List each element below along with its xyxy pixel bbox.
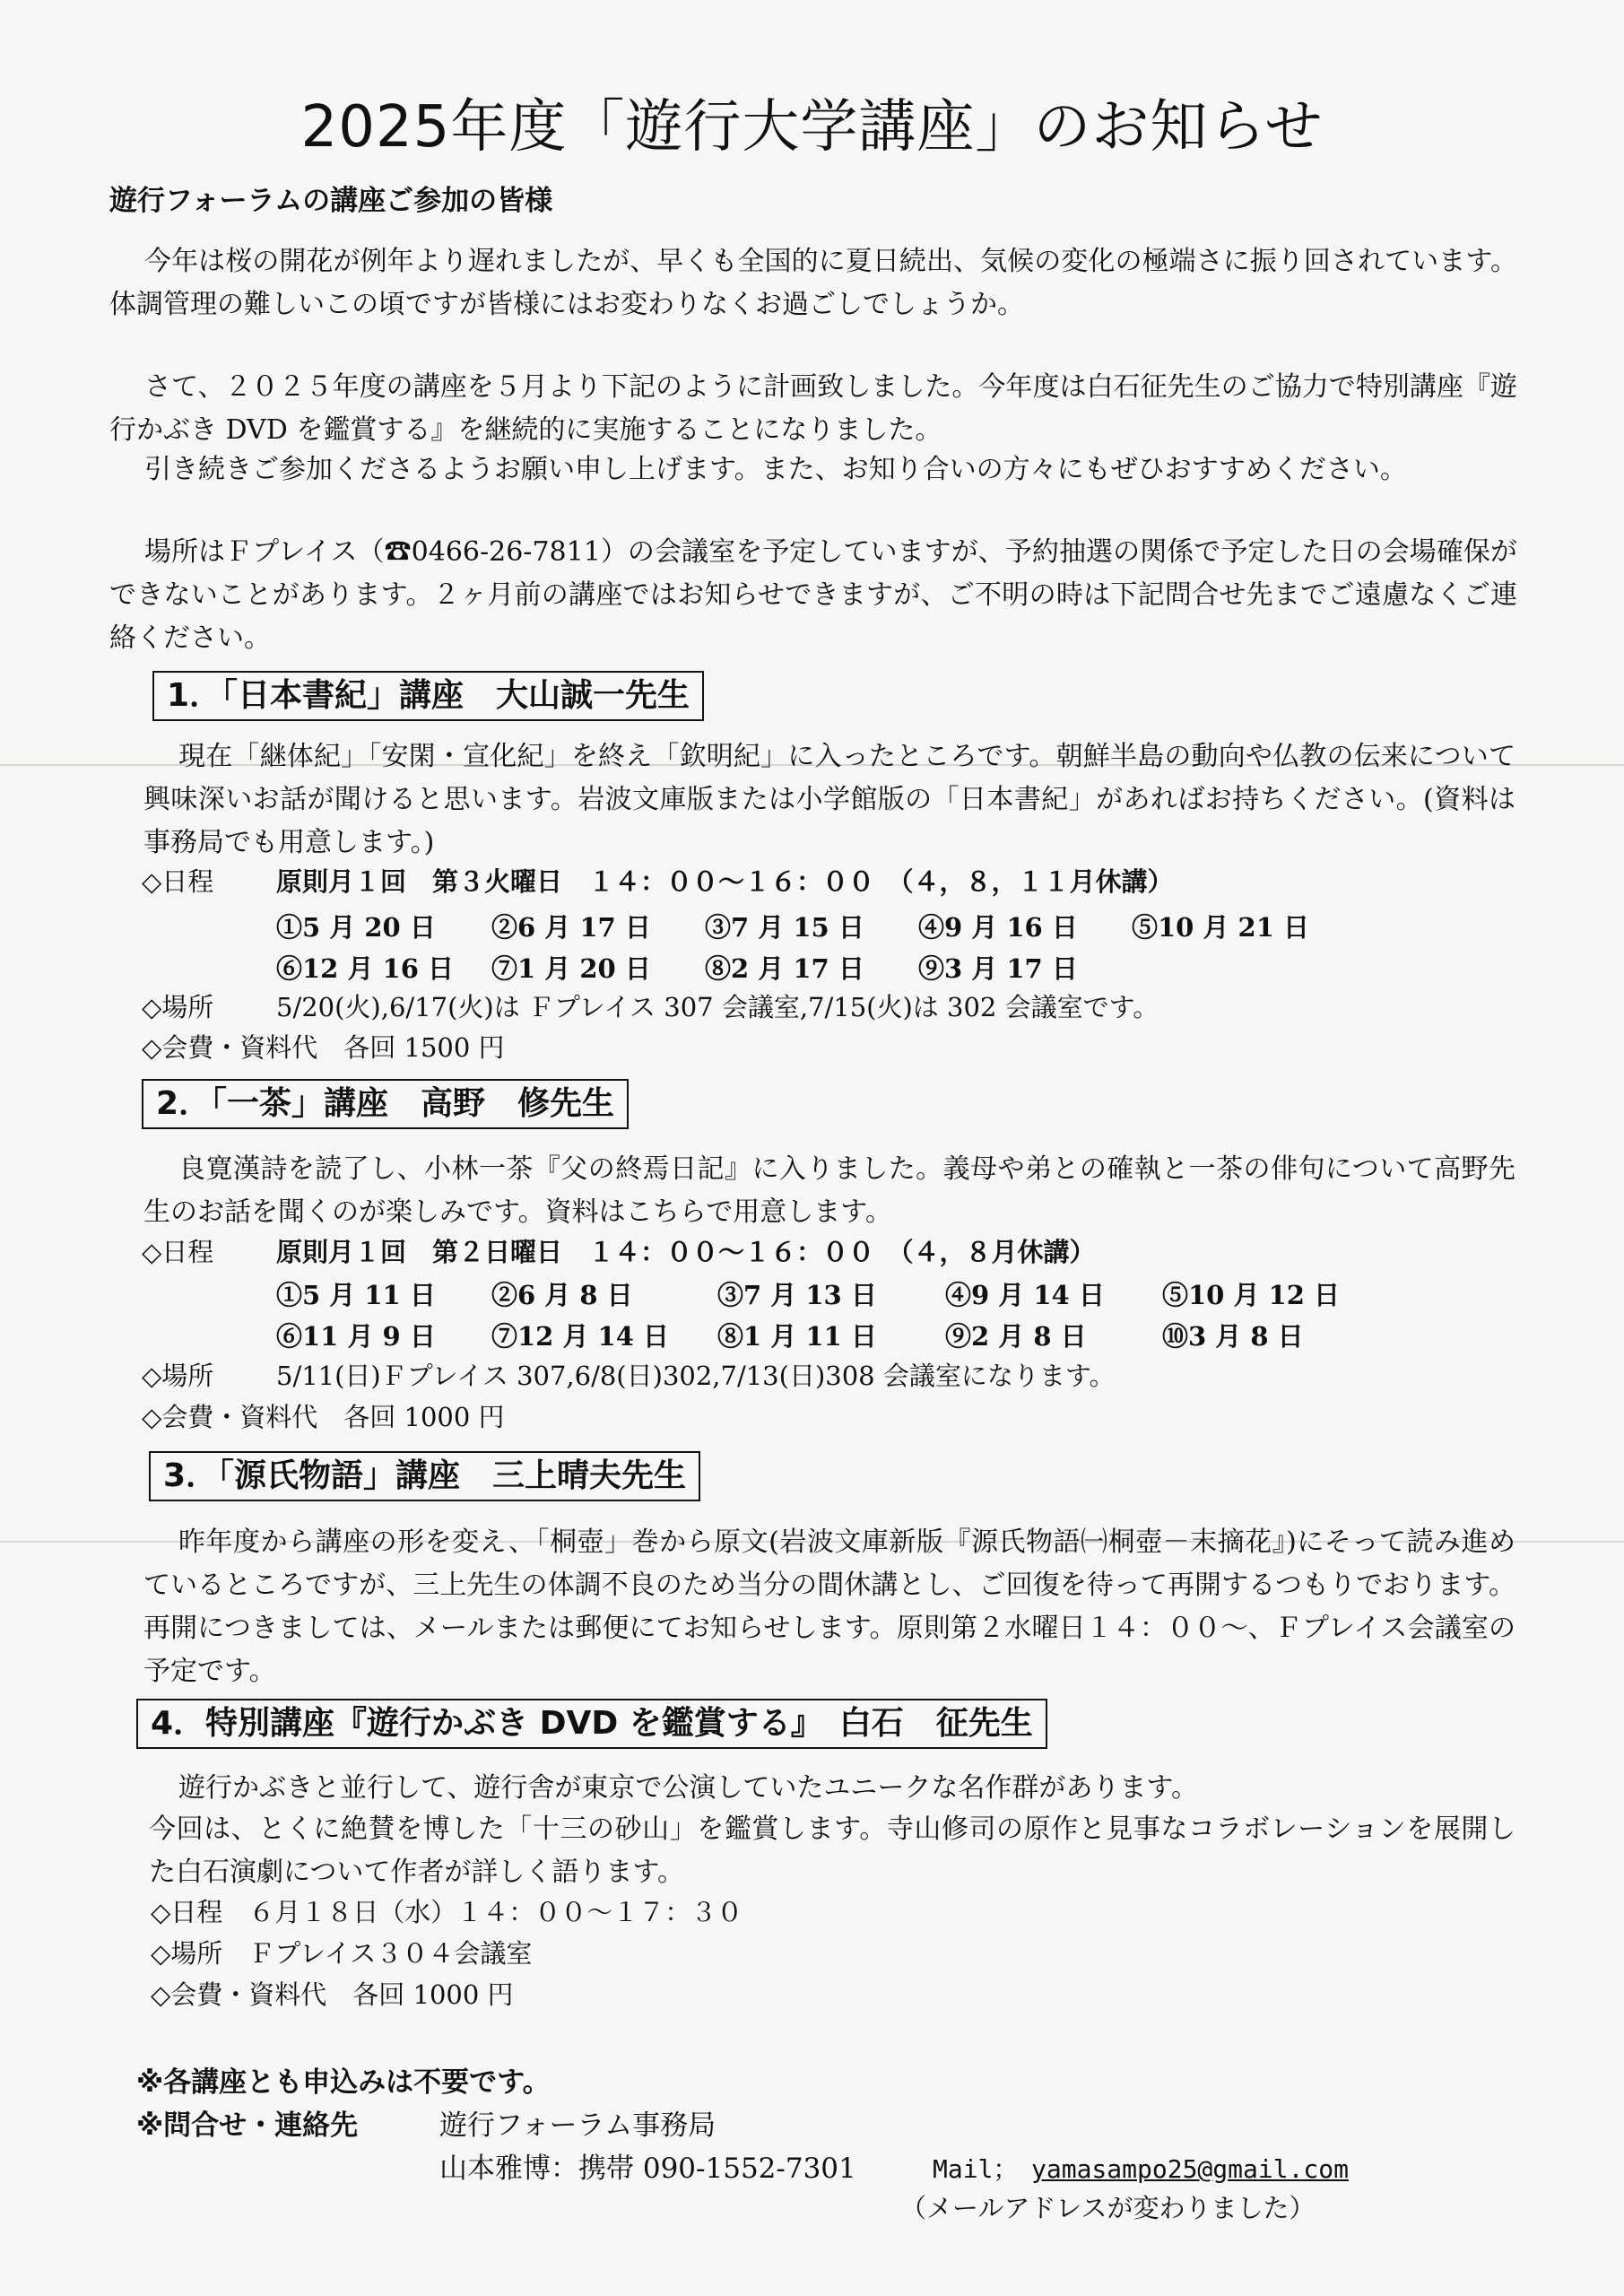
section-4-heading: 4．特別講座『遊行かぶき DVD を鑑賞する』 白石 征先生	[136, 1699, 1047, 1749]
section-4-fee: ◇会費・資料代 各回 1000 円	[151, 1979, 514, 2010]
contact-label: ※問合せ・連絡先	[136, 2109, 359, 2142]
section-1-body: 現在「継体紀」「安閑・宣化紀」を終え「欽明紀」に入ったところです。朝鮮半島の動向や仏教の伝来について興味深いお話が聞けると思います。岩波文庫版または小学館版の「日本書紀」があればお持ちください。(資料は事務局でも用意します。)	[143, 741, 1515, 858]
contact-person: 山本雅博：携帯 090-1552-7301	[439, 2152, 856, 2185]
s2-date-6: ⑥11 月 9 日	[276, 1321, 436, 1352]
s2-date-10: ⑩3 月 8 日	[1162, 1321, 1304, 1352]
section-2-place	[142, 1358, 1116, 1394]
intro-paragraph-2: さて、２０２５年度の講座を５月より下記のように計画致しました。今年度は白石征先生のご協力で特別講座『遊行かぶき DVD を鑑賞する』を継続的に実施することになりました。	[109, 371, 1517, 446]
s1-date-3: ③7 月 15 日	[705, 912, 864, 943]
s1-date-8: ⑧2 月 17 日	[705, 953, 864, 984]
s2-date-8: ⑧1 月 11 日	[717, 1321, 877, 1352]
section-1-schedule	[142, 864, 1174, 900]
section-3-heading: 3．「源氏物語」講座 三上晴夫先生	[149, 1451, 700, 1501]
section-2-heading: 2．「一茶」講座 高野 修先生	[142, 1079, 629, 1129]
schedule-text: 原則月１回 第３火曜日 １４：００～１６：００ （４，８，１１月休講）	[276, 866, 1174, 897]
section-4-body-1: 遊行かぶきと並行して、遊行舎が東京で公演していたユニークな名作群があります。	[178, 1772, 1198, 1804]
section-1-heading: 1．「日本書紀」講座 大山誠一先生	[152, 671, 704, 721]
s1-date-6: ⑥12 月 16 日	[276, 953, 455, 984]
s2-date-2: ②6 月 8 日	[491, 1280, 633, 1310]
schedule-label: ◇日程	[142, 1237, 214, 1267]
s1-date-9: ⑨3 月 17 日	[918, 953, 1078, 984]
footer-note: ※各講座とも申込みは不要です。	[136, 2066, 551, 2099]
section-4-schedule: ◇日程 ６月１８日（水）１４：００～１７：３０	[151, 1897, 743, 1927]
intro-paragraph-3: 引き続きご参加くださるようお願い申し上げます。また、お知り合いの方々にもぜひおすすめください。	[144, 454, 1407, 485]
s2-date-7: ⑦12 月 14 日	[491, 1321, 670, 1352]
s2-date-3: ③7 月 13 日	[717, 1280, 877, 1310]
s2-date-9: ⑨2 月 8 日	[945, 1321, 1087, 1352]
s1-date-7: ⑦1 月 20 日	[491, 953, 651, 984]
schedule-text: 原則月１回 第２日曜日 １４：００～１６：００ （４，８月休講）	[276, 1237, 1096, 1267]
s2-date-1: ①5 月 11 日	[276, 1280, 436, 1310]
intro-paragraph-1: 今年は桜の開花が例年より遅れましたが、早くも全国的に夏日続出、気候の変化の極端さに振り回されています。体調管理の難しいこの頃ですが皆様にはお変わりなくお過ごしでしょうか。	[109, 246, 1517, 320]
section-1-fee: ◇会費・資料代 各回 1500 円	[142, 1032, 505, 1063]
section-4-place: ◇場所 Ｆプレイス３０４会議室	[151, 1938, 533, 1969]
section-3-body: 昨年度から講座の形を変え、「桐壺」巻から原文(岩波文庫新版『源氏物語㈠桐壺－末摘花』)にそって読み進めているところですが、三上先生の体調不良のため当分の間休講とし、ご回復を待って再開するつもりでおります。再開につきましては、メールまたは郵便にてお知らせします。原則第２水曜日１４：００～、Ｆプレイス会議室の予定です。	[143, 1526, 1515, 1687]
place-text: 5/20(火),6/17(火)は Ｆプレイス 307 会議室,7/15(火)は 302 会議室です。	[276, 992, 1159, 1022]
contact-person-row	[439, 2145, 1349, 2186]
greeting: 遊行フォーラムの講座ご参加の皆様	[109, 185, 553, 217]
schedule-label: ◇日程	[142, 866, 214, 897]
s2-date-4: ④9 月 14 日	[945, 1280, 1105, 1310]
contact-org: 遊行フォーラム事務局	[439, 2109, 716, 2142]
section-1-place	[142, 989, 1159, 1025]
email-link[interactable]: yamasampo25@gmail.com	[1031, 2154, 1350, 2184]
section-2-schedule	[142, 1234, 1096, 1270]
intro-paragraph-4: 場所はＦプレイス（☎0466-26-7811）の会議室を予定していますが、予約抽選の関係で予定した日の会場確保ができないことがあります。２ヶ月前の講座ではお知らせできますが、ご不明の時は下記問合せ先までご遠慮なくご連絡ください。	[109, 536, 1517, 654]
place-label: ◇場所	[142, 1361, 214, 1391]
s1-date-5: ⑤10 月 21 日	[1132, 912, 1310, 943]
place-text: 5/11(日)Ｆプレイス 307,6/8(日)302,7/13(日)308 会議室になります。	[276, 1361, 1116, 1391]
page-title: 2025年度「遊行大学講座」のお知らせ	[300, 94, 1324, 161]
mail-label: Mail；	[933, 2154, 1019, 2184]
section-4-body-2: 今回は、とくに絶賛を博した「十三の砂山」を鑑賞します。寺山修司の原作と見事なコラボレーションを展開した白石演劇について作者が詳しく語ります。	[149, 1813, 1515, 1888]
section-2-body: 良寛漢詩を読了し、小林一茶『父の終焉日記』に入りました。義母や弟との確執と一茶の俳句について高野先生のお話を聞くのが楽しみです。資料はこちらで用意します。	[143, 1153, 1515, 1228]
s2-date-5: ⑤10 月 12 日	[1162, 1280, 1341, 1310]
s1-date-1: ①5 月 20 日	[276, 912, 436, 943]
s1-date-2: ②6 月 17 日	[491, 912, 651, 943]
place-label: ◇場所	[142, 992, 214, 1022]
s1-date-4: ④9 月 16 日	[918, 912, 1078, 943]
contact-row	[136, 2102, 716, 2143]
mail-change-note: （メールアドレスが変わりました）	[900, 2193, 1316, 2223]
section-2-fee: ◇会費・資料代 各回 1000 円	[142, 1402, 505, 1432]
